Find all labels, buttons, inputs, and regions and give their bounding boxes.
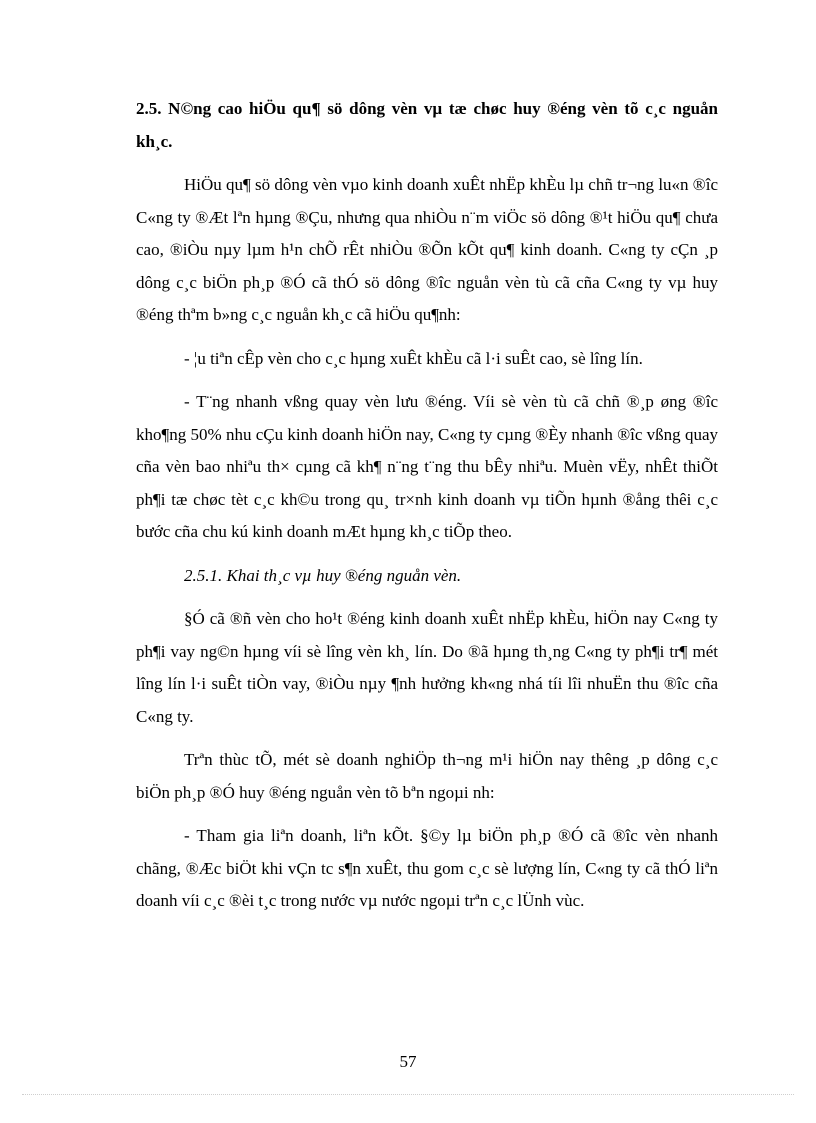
section-heading: 2.5. N©ng cao hiÖu qu¶ sö dông vèn vµ tæ chøc huy ®éng vèn tõ c¸c nguån kh¸c. xyxy=(136,99,718,151)
bullet-paragraph: - T¨ng nhanh vßng quay vèn lưu ®éng. Víi sè vèn tù cã chñ ®¸p øng ®îc kho¶ng 50% nhu cÇu kinh doanh hiÖn nay, C«ng ty cµng ®Èy nhanh ®îc vßng quay cña vèn bao nhiªu th× cµng cã kh¶ n¨ng t¨ng thu bÊy nhiªu. Muèn vËy, nhÊt thiÕt ph¶i tæ chøc tèt c¸c kh©u trong qu¸ tr×nh kinh doanh vµ tiÕn hµnh ®ång thêi c¸c bước cña chu kú kinh doanh mÆt hµng kh¸c tiÕp theo. xyxy=(136,392,718,541)
bullet-paragraph: - ¦u tiªn cÊp vèn cho c¸c hµng xuÊt khÈu cã l·i suÊt cao, sè lîng lín. xyxy=(184,348,643,368)
body-paragraph: HiÖu qu¶ sö dông vèn vµo kinh doanh xuÊt nhËp khÈu lµ chñ tr¬ng lu«n ®îc C«ng ty ®Æt lªn hµng ®Çu, nhưng qua nhiÒu n¨m viÖc sö dông ®¹t hiÖu qu¶ chưa cao, ®iÒu nµy lµm h¹n chÕ rÊt nhiÒu ®Õn kÕt qu¶ kinh doanh. C«ng ty cÇn ¸p dông c¸c biÖn ph¸p ®Ó cã thÓ sö dông ®îc nguån vèn tù cã cña C«ng ty vµ huy ®éng thªm b»ng c¸c nguån kh¸c cã hiÖu qu¶nh: xyxy=(136,175,718,324)
bullet-paragraph: - Tham gia liªn doanh, liªn kÕt. §©y lµ biÖn ph¸p ®Ó cã ®îc vèn nhanh chãng, ®Æc biÖt khi vÇn tc s¶n xuÊt, thu gom c¸c sè lượng lín, C«ng ty cã thÓ liªn doanh víi c¸c ®èi t¸c trong nước vµ nước ngoµi trªn c¸c lÜnh vùc. xyxy=(136,826,718,910)
body-paragraph: §Ó cã ®ñ vèn cho ho¹t ®éng kinh doanh xuÊt nhËp khÈu, hiÖn nay C«ng ty ph¶i vay ng©n hµng víi sè lîng vèn kh¸ lín. Do ®ã hµng th¸ng C«ng ty ph¶i tr¶ mét lîng lín l·i suÊt tiÒn vay, ®iÒu nµy ¶nh hưởng kh«ng nhá tíi lîi nhuËn thu ®îc cña C«ng ty. xyxy=(136,609,718,726)
subsection-heading: 2.5.1. Khai th¸c vµ huy ®éng nguån vèn. xyxy=(184,565,462,585)
page-content xyxy=(136,93,718,929)
page-number: 57 xyxy=(399,1052,417,1071)
body-paragraph: Trªn thùc tÕ, mét sè doanh nghiÖp th¬ng m¹i hiÖn nay thêng ¸p dông c¸c biÖn ph¸p ®Ó huy ®éng nguån vèn tõ bªn ngoµi nh: xyxy=(136,750,718,802)
page-bottom-divider xyxy=(22,1094,794,1095)
